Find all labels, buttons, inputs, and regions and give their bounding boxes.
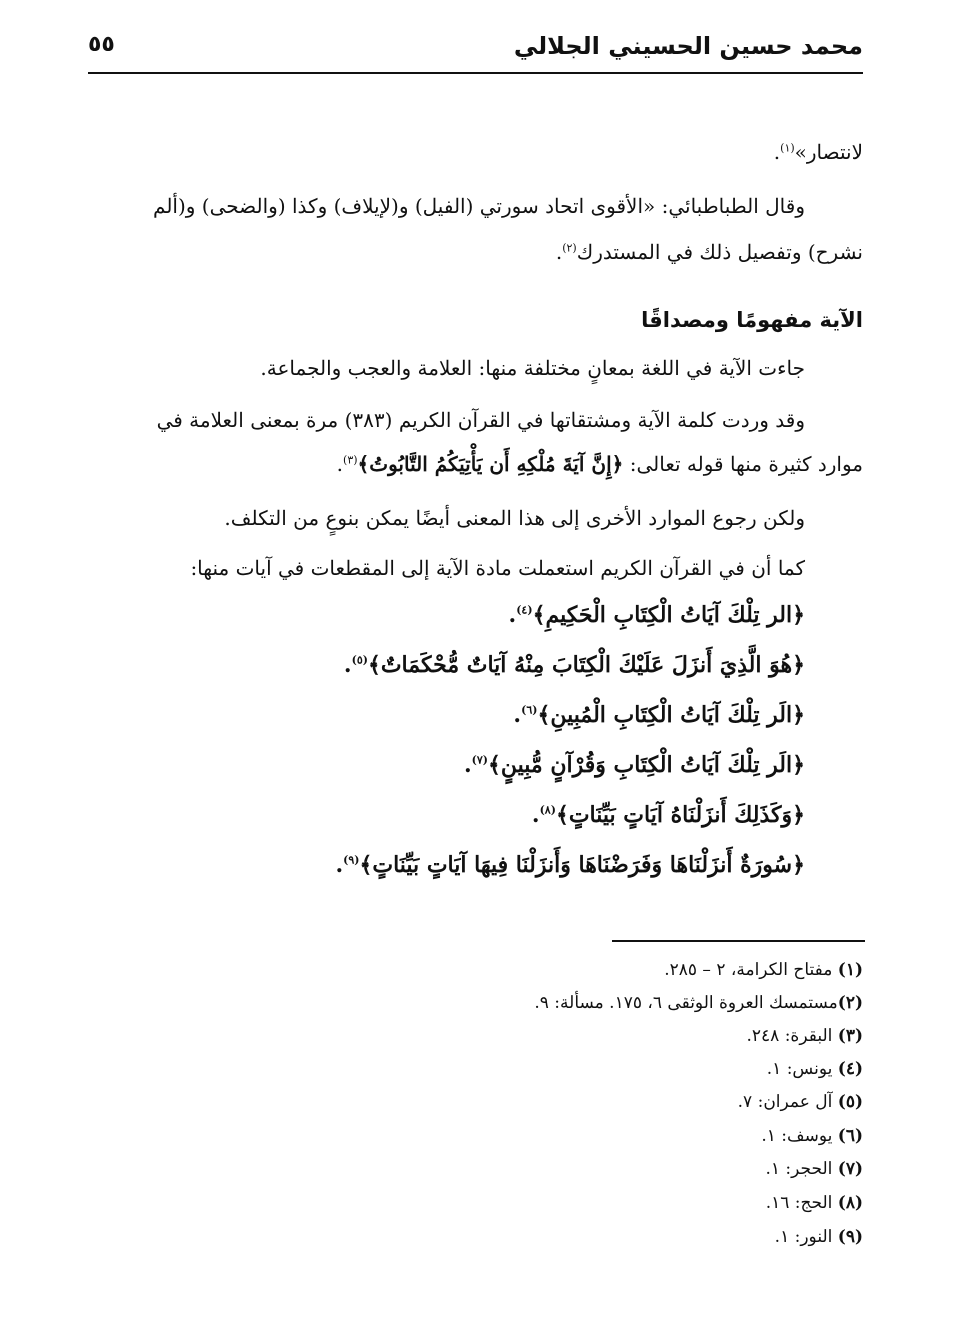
running-title: محمد حسين الحسيني الجلالي xyxy=(513,32,863,60)
paragraph-line: نشرح) وتفصيل ذلك في المستدرك$^{(٢)}$. xyxy=(555,240,863,264)
footnote: (٧) الحجر: ١. xyxy=(765,1159,863,1179)
footnote: (١) مفتاح الكرامة، ٢ – ٢٨٥. xyxy=(664,960,863,980)
footnote: (٨) الحج: ١٦. xyxy=(765,1193,863,1213)
footnote: (٤) يونس: ١. xyxy=(766,1059,863,1079)
page-header xyxy=(88,28,863,74)
section-heading: الآية مفهومًا ومصداقًا xyxy=(641,308,863,332)
footnote-ref: (٢) xyxy=(562,241,577,255)
page-number: ٥٥ xyxy=(88,32,115,57)
paragraph-line: جاءت الآية في اللغة بمعانٍ مختلفة منها: العلامة والعجب والجماعة. xyxy=(260,356,805,380)
quran-quote: ﴿إِنَّ آيَةَ مُلْكِهِ أَن يَأْتِيَكُمُ التَّابُوتُ﴾ xyxy=(357,452,624,476)
paragraph-line: كما أن في القرآن الكريم استعملت مادة الآية إلى المقطعات في آيات منها: xyxy=(190,556,805,580)
footnote: (٣) البقرة: ٢٤٨. xyxy=(746,1026,863,1046)
footnote-ref: (٣) xyxy=(343,453,358,467)
footnote-ref: (٨) xyxy=(539,803,556,817)
quran-verse: ﴿الَر تِلْكَ آيَاتُ الْكِتَابِ الْمُبِينِ﴾$^{(٦)}$. xyxy=(513,702,805,728)
quran-verse: ﴿وَكَذَلِكَ أَنزَلْنَاهُ آيَاتٍ بَيِّنَاتٍ﴾$^{(٨)}$. xyxy=(531,802,805,828)
paragraph-line: موارد كثيرة منها قوله تعالى: ﴿إِنَّ آيَةَ مُلْكِهِ أَن يَأْتِيَكُمُ التَّابُوتُ﴾$^{(٣)}$. xyxy=(336,452,863,476)
quran-verse: ﴿سُورَةٌ أَنزَلْنَاهَا وَفَرَضْنَاهَا وَأَنزَلْنَا فِيهَا آيَاتٍ بَيِّنَاتٍ﴾$^{(٩)}$. xyxy=(335,852,805,878)
paragraph-line: ولكن رجوع الموارد الأخرى إلى هذا المعنى أيضًا يمكن بنوعٍ من التكلف. xyxy=(224,506,805,530)
footnote-divider xyxy=(612,940,865,942)
paragraph-line: لانتصار»$^{(١)}$. xyxy=(773,140,863,164)
footnote-ref: (٤) xyxy=(516,603,533,617)
quran-verse: ﴿الر تِلْكَ آيَاتُ الْكِتَابِ الْحَكِيمِ﴾$^{(٤)}$. xyxy=(508,602,805,628)
footnote-ref: (١) xyxy=(780,141,795,155)
footnote-ref: (٩) xyxy=(343,853,360,867)
footnote-ref: (٦) xyxy=(521,703,538,717)
footnote-ref: (٥) xyxy=(351,653,368,667)
paragraph-line: وقال الطباطبائي: «الأقوى اتحاد سورتي (الفيل) و(لإيلاف) وكذا (والضحى) و(ألم xyxy=(153,194,805,218)
quran-verse: ﴿هُوَ الَّذِيَ أَنزَلَ عَلَيْكَ الْكِتَابَ مِنْهُ آيَاتٌ مُّحْكَمَاتٌ﴾$^{(٥)}$. xyxy=(343,652,805,678)
paragraph-line: وقد وردت كلمة الآية ومشتقاتها في القرآن الكريم (٣٨٣) مرة بمعنى العلامة في xyxy=(156,408,805,432)
footnote: (٢)مستمسك العروة الوثقى ٦، ١٧٥. مسألة: ٩. xyxy=(534,993,863,1013)
footnote: (٩) النور: ١. xyxy=(774,1227,863,1247)
footnote: (٥) آل عمران: ٧. xyxy=(737,1092,863,1112)
quran-verse: ﴿الَر تِلْكَ آيَاتُ الْكِتَابِ وَقُرْآنٍ مُّبِينٍ﴾$^{(٧)}$. xyxy=(463,752,805,778)
footnote-ref: (٧) xyxy=(471,753,488,767)
footnote: (٦) يوسف: ١. xyxy=(761,1126,863,1146)
